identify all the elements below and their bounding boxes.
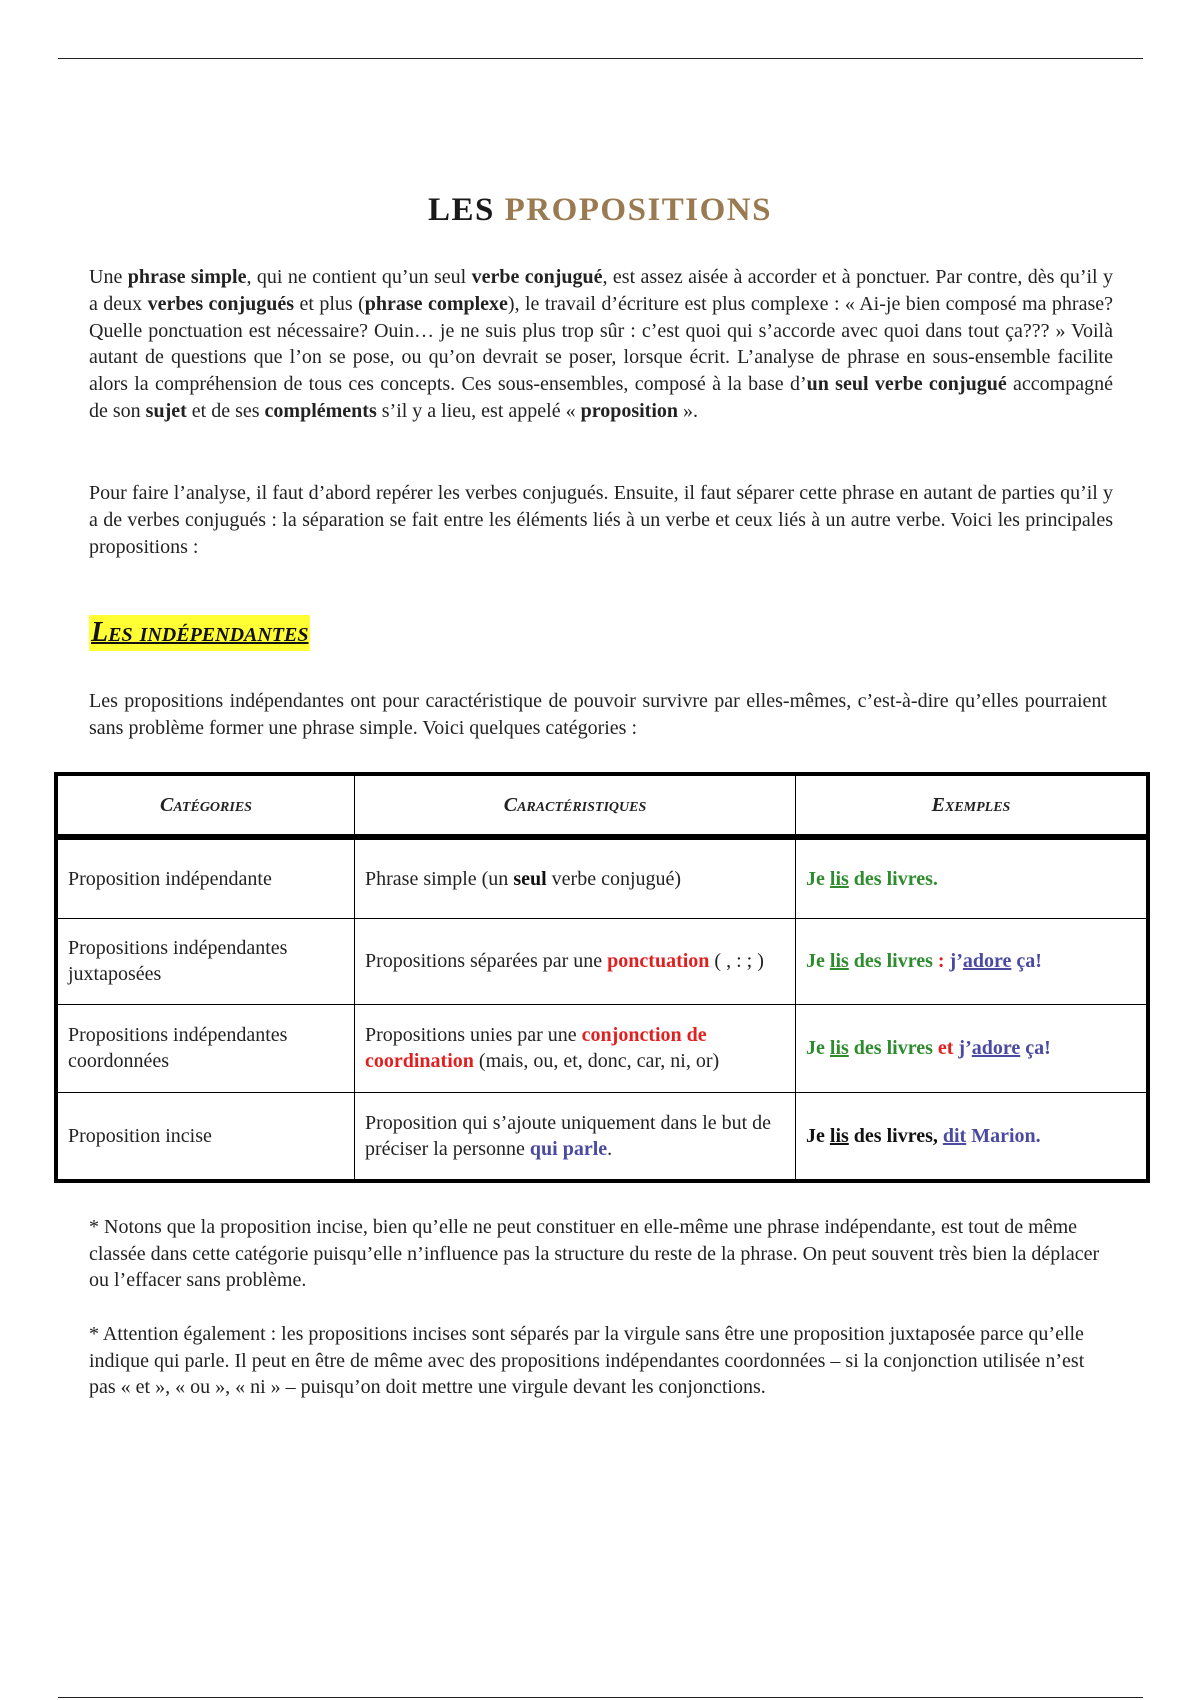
title-part-2: PROPOSITIONS — [504, 192, 772, 228]
text-segment: ), le travail d’écriture est plus complexe : « Ai-je bien composé ma phrase? Quelle ponctuation est nécessaire? Ouin… je ne suis plus trop sûr : c’est quoi qui s’accorde avec quoi dans tout ça??? » Voilà autant de questions que l’on se pose, ou qu’on devrait se poser, lorsque écrit. L’analyse de phrase en sous-ensemble facilite alors la compréhension de tous ces concepts. Ces sous-ensembles, composé à la base d’ — [89, 292, 1113, 396]
text-segment: Phrase simple (un — [365, 867, 514, 890]
text-segment: verbe conjugué) — [546, 867, 682, 890]
emphasized-text: compléments — [264, 399, 377, 422]
emphasized-text: des livres, — [848, 1124, 943, 1147]
category-cell: Proposition indépendante — [56, 837, 355, 918]
text-segment: et de ses — [186, 399, 265, 422]
emphasized-text: Je — [806, 1124, 830, 1147]
example-cell — [796, 1092, 1149, 1181]
table-row — [56, 1004, 1148, 1092]
emphasized-text: ça! — [1011, 950, 1042, 972]
emphasized-text: Je — [806, 1037, 830, 1059]
text-segment: ». — [678, 399, 699, 422]
emphasized-text: j’ — [944, 950, 963, 972]
header-categories: Catégories — [56, 774, 355, 837]
table-row — [56, 837, 1148, 918]
emphasized-text: ponctuation — [607, 950, 710, 972]
emphasized-text: Marion. — [966, 1124, 1041, 1147]
emphasized-text: lis — [829, 1124, 849, 1147]
characteristics-cell — [355, 1004, 796, 1092]
text-segment: Les propositions indépendantes ont pour caractéristique de pouvoir survivre par elles-mêmes, c’est-à-dire qu’elles pourraient sans problème former une phrase simple. Voici quelques catégories : — [89, 690, 1107, 739]
note-attention: * Attention également : les propositions incises sont séparés par la virgule sans être une proposition juxtaposée parce qu’elle indique qui parle. Il peut en être de même avec des propositions indépendantes coordonnées – si la conjonction utilisée n’est pas « et », « ou », « ni » – puisqu’on doit mettre une virgule devant les conjonctions. — [89, 1323, 1085, 1398]
example-cell — [796, 837, 1149, 918]
table-row — [56, 918, 1148, 1004]
characteristics-cell — [355, 918, 796, 1004]
emphasized-text: lis — [829, 867, 849, 890]
emphasized-text: qui parle — [529, 1137, 608, 1160]
emphasized-text: Je — [806, 950, 830, 972]
text-segment: Pour faire l’analyse, il faut d’abord repérer les verbes conjugués. Ensuite, il faut séparer cette phrase en autant de parties qu’il y a de verbes conjugués : la séparation se fait entre les éléments liés à un verbe et ceux liés à un autre verbe. Voici les principales propositions : — [89, 482, 1113, 558]
intro-paragraph — [89, 264, 1113, 425]
bottom-rule — [58, 1697, 1143, 1698]
emphasized-text: phrase simple — [127, 266, 247, 288]
emphasized-text: des livres — [848, 1037, 938, 1059]
emphasized-text: des livres. — [848, 867, 938, 890]
categories-table — [54, 772, 1150, 1183]
emphasized-text: ça! — [1020, 1037, 1051, 1059]
note-incise: * Notons que la proposition incise, bien qu’elle ne peut constituer en elle-même une phrase indépendante, est tout de même classée dans cette catégorie puisqu’elle n’influence pas la structure du reste de la phrase. On peut souvent très bien la déplacer ou l’effacer sans problème. — [89, 1216, 1100, 1291]
characteristics-cell — [355, 837, 796, 918]
header-characteristics: Caractéristiques — [355, 774, 796, 837]
text-segment: . — [607, 1137, 613, 1160]
section-heading: Les indépendantes — [89, 615, 310, 651]
text-segment: Proposition qui s’ajoute uniquement dans le but de préciser la personne — [365, 1111, 772, 1160]
analysis-paragraph — [89, 480, 1113, 560]
text-segment: s’il y a lieu, est appelé « — [376, 399, 581, 422]
emphasized-text: des livres — [848, 950, 938, 972]
table-row — [56, 1092, 1148, 1181]
text-segment: Une — [89, 266, 128, 288]
example-cell — [796, 918, 1149, 1004]
header-examples: Exemples — [796, 774, 1149, 837]
emphasized-text: un seul verbe conjugué — [806, 373, 1007, 396]
top-rule — [58, 58, 1143, 59]
emphasized-text: proposition — [580, 399, 679, 422]
emphasized-text: dit — [942, 1124, 967, 1147]
text-segment: Propositions séparées par une — [365, 950, 608, 972]
text-segment: Propositions unies par une — [365, 1024, 582, 1046]
emphasized-text: verbes conjugués — [147, 292, 295, 315]
emphasized-text: adore — [971, 1037, 1021, 1059]
category-cell: Proposition incise — [56, 1092, 355, 1181]
emphasized-text: phrase complexe — [364, 292, 508, 315]
emphasized-text: verbe conjugué — [471, 266, 603, 288]
text-segment: accompagné de son — [89, 373, 1113, 422]
emphasized-text: conjonction de coordination — [365, 1024, 707, 1072]
emphasized-text: j’ — [953, 1037, 972, 1059]
emphasized-text: seul — [513, 867, 547, 890]
text-segment: et plus ( — [294, 292, 365, 315]
characteristics-cell — [355, 1092, 796, 1181]
section-paragraph — [89, 688, 1107, 742]
emphasized-text: lis — [829, 950, 849, 972]
text-segment: , est assez aisée à accorder et à ponctuer. Par contre, dès qu’il y a deux — [89, 266, 1113, 315]
category-cell: Propositions indépendantes coordonnées — [56, 1004, 355, 1092]
example-cell — [796, 1004, 1149, 1092]
emphasized-text: adore — [962, 950, 1012, 972]
text-segment: , qui ne contient qu’un seul — [246, 266, 472, 288]
text-segment: (mais, ou, et, donc, car, ni, or) — [473, 1050, 720, 1072]
emphasized-text: sujet — [145, 399, 187, 422]
category-cell: Propositions indépendantes juxtaposées — [56, 918, 355, 1004]
table-header-row — [56, 774, 1148, 837]
emphasized-text: : — [937, 950, 945, 972]
emphasized-text: et — [937, 1037, 954, 1059]
emphasized-text: Je — [806, 867, 830, 890]
title-part-1: LES — [427, 192, 495, 228]
emphasized-text: lis — [829, 1037, 849, 1059]
page-title — [0, 192, 1200, 229]
text-segment: ( , : ; ) — [709, 950, 764, 972]
